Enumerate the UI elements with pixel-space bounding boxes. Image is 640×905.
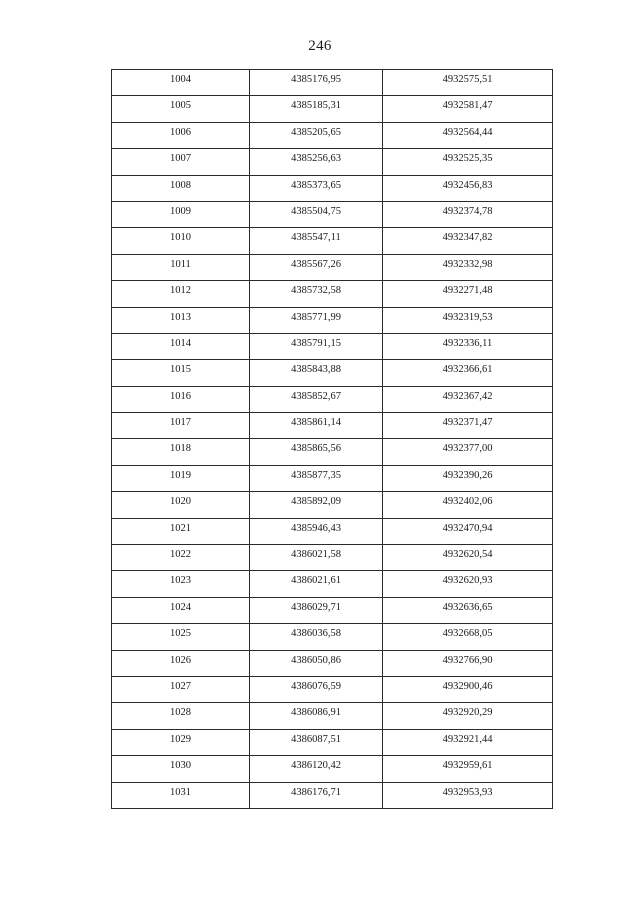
table-row	[112, 149, 553, 175]
table-row	[112, 333, 553, 359]
x-coordinate-cell: 4385205,65	[250, 122, 383, 148]
y-coordinate-cell: 4932525,35	[383, 149, 553, 175]
x-coordinate-cell: 4386086,91	[250, 703, 383, 729]
y-coordinate-cell: 4932371,47	[383, 413, 553, 439]
y-coordinate-cell: 4932347,82	[383, 228, 553, 254]
table-row	[112, 729, 553, 755]
x-coordinate-cell: 4385373,65	[250, 175, 383, 201]
table-row	[112, 122, 553, 148]
point-number-cell: 1010	[112, 228, 250, 254]
y-coordinate-cell: 4932456,83	[383, 175, 553, 201]
x-coordinate-cell: 4385176,95	[250, 70, 383, 96]
x-coordinate-cell: 4385877,35	[250, 465, 383, 491]
x-coordinate-cell: 4385732,58	[250, 281, 383, 307]
x-coordinate-cell: 4385892,09	[250, 492, 383, 518]
y-coordinate-cell: 4932636,65	[383, 597, 553, 623]
table-row	[112, 650, 553, 676]
table-row	[112, 492, 553, 518]
x-coordinate-cell: 4385771,99	[250, 307, 383, 333]
x-coordinate-cell: 4386087,51	[250, 729, 383, 755]
x-coordinate-cell: 4386021,61	[250, 571, 383, 597]
table-row	[112, 175, 553, 201]
y-coordinate-cell: 4932402,06	[383, 492, 553, 518]
y-coordinate-cell: 4932620,54	[383, 545, 553, 571]
point-number-cell: 1024	[112, 597, 250, 623]
point-number-cell: 1007	[112, 149, 250, 175]
table-row	[112, 96, 553, 122]
point-number-cell: 1027	[112, 676, 250, 702]
x-coordinate-cell: 4385547,11	[250, 228, 383, 254]
point-number-cell: 1025	[112, 624, 250, 650]
y-coordinate-cell: 4932271,48	[383, 281, 553, 307]
table-row	[112, 70, 553, 96]
point-number-cell: 1014	[112, 333, 250, 359]
table-row	[112, 281, 553, 307]
y-coordinate-cell: 4932564,44	[383, 122, 553, 148]
table-row	[112, 439, 553, 465]
point-number-cell: 1019	[112, 465, 250, 491]
table-row	[112, 571, 553, 597]
x-coordinate-cell: 4386076,59	[250, 676, 383, 702]
y-coordinate-cell: 4932921,44	[383, 729, 553, 755]
table-row	[112, 597, 553, 623]
point-number-cell: 1021	[112, 518, 250, 544]
table-row	[112, 782, 553, 808]
point-number-cell: 1028	[112, 703, 250, 729]
x-coordinate-cell: 4386176,71	[250, 782, 383, 808]
x-coordinate-cell: 4385567,26	[250, 254, 383, 280]
y-coordinate-cell: 4932319,53	[383, 307, 553, 333]
y-coordinate-cell: 4932620,93	[383, 571, 553, 597]
table-row	[112, 624, 553, 650]
x-coordinate-cell: 4385185,31	[250, 96, 383, 122]
x-coordinate-cell: 4385256,63	[250, 149, 383, 175]
point-number-cell: 1017	[112, 413, 250, 439]
y-coordinate-cell: 4932668,05	[383, 624, 553, 650]
point-number-cell: 1008	[112, 175, 250, 201]
point-number-cell: 1011	[112, 254, 250, 280]
x-coordinate-cell: 4385852,67	[250, 386, 383, 412]
table-row	[112, 386, 553, 412]
point-number-cell: 1012	[112, 281, 250, 307]
point-number-cell: 1029	[112, 729, 250, 755]
x-coordinate-cell: 4385861,14	[250, 413, 383, 439]
table-row	[112, 413, 553, 439]
x-coordinate-cell: 4385504,75	[250, 201, 383, 227]
table-row	[112, 465, 553, 491]
point-number-cell: 1009	[112, 201, 250, 227]
point-number-cell: 1013	[112, 307, 250, 333]
point-number-cell: 1016	[112, 386, 250, 412]
x-coordinate-cell: 4386120,42	[250, 756, 383, 782]
point-number-cell: 1026	[112, 650, 250, 676]
table-row	[112, 676, 553, 702]
y-coordinate-cell: 4932390,26	[383, 465, 553, 491]
y-coordinate-cell: 4932377,00	[383, 439, 553, 465]
table-body	[112, 70, 553, 809]
table-row	[112, 228, 553, 254]
table-row	[112, 703, 553, 729]
x-coordinate-cell: 4386029,71	[250, 597, 383, 623]
y-coordinate-cell: 4932366,61	[383, 360, 553, 386]
y-coordinate-cell: 4932920,29	[383, 703, 553, 729]
x-coordinate-cell: 4385843,88	[250, 360, 383, 386]
table-row	[112, 545, 553, 571]
page-number: 246	[308, 38, 332, 54]
table-row	[112, 254, 553, 280]
point-number-cell: 1005	[112, 96, 250, 122]
table-row	[112, 201, 553, 227]
y-coordinate-cell: 4932367,42	[383, 386, 553, 412]
y-coordinate-cell: 4932900,46	[383, 676, 553, 702]
point-number-cell: 1015	[112, 360, 250, 386]
point-number-cell: 1030	[112, 756, 250, 782]
table-row	[112, 307, 553, 333]
x-coordinate-cell: 4385946,43	[250, 518, 383, 544]
point-number-cell: 1022	[112, 545, 250, 571]
table-row	[112, 756, 553, 782]
x-coordinate-cell: 4386036,58	[250, 624, 383, 650]
point-number-cell: 1006	[112, 122, 250, 148]
y-coordinate-cell: 4932336,11	[383, 333, 553, 359]
point-number-cell: 1023	[112, 571, 250, 597]
y-coordinate-cell: 4932470,94	[383, 518, 553, 544]
y-coordinate-cell: 4932959,61	[383, 756, 553, 782]
coordinates-table	[111, 69, 553, 809]
y-coordinate-cell: 4932575,51	[383, 70, 553, 96]
y-coordinate-cell: 4932374,78	[383, 201, 553, 227]
x-coordinate-cell: 4385865,56	[250, 439, 383, 465]
x-coordinate-cell: 4386021,58	[250, 545, 383, 571]
point-number-cell: 1031	[112, 782, 250, 808]
y-coordinate-cell: 4932766,90	[383, 650, 553, 676]
y-coordinate-cell: 4932581,47	[383, 96, 553, 122]
x-coordinate-cell: 4385791,15	[250, 333, 383, 359]
table-row	[112, 360, 553, 386]
point-number-cell: 1004	[112, 70, 250, 96]
point-number-cell: 1018	[112, 439, 250, 465]
y-coordinate-cell: 4932332,98	[383, 254, 553, 280]
table-row	[112, 518, 553, 544]
x-coordinate-cell: 4386050,86	[250, 650, 383, 676]
y-coordinate-cell: 4932953,93	[383, 782, 553, 808]
point-number-cell: 1020	[112, 492, 250, 518]
